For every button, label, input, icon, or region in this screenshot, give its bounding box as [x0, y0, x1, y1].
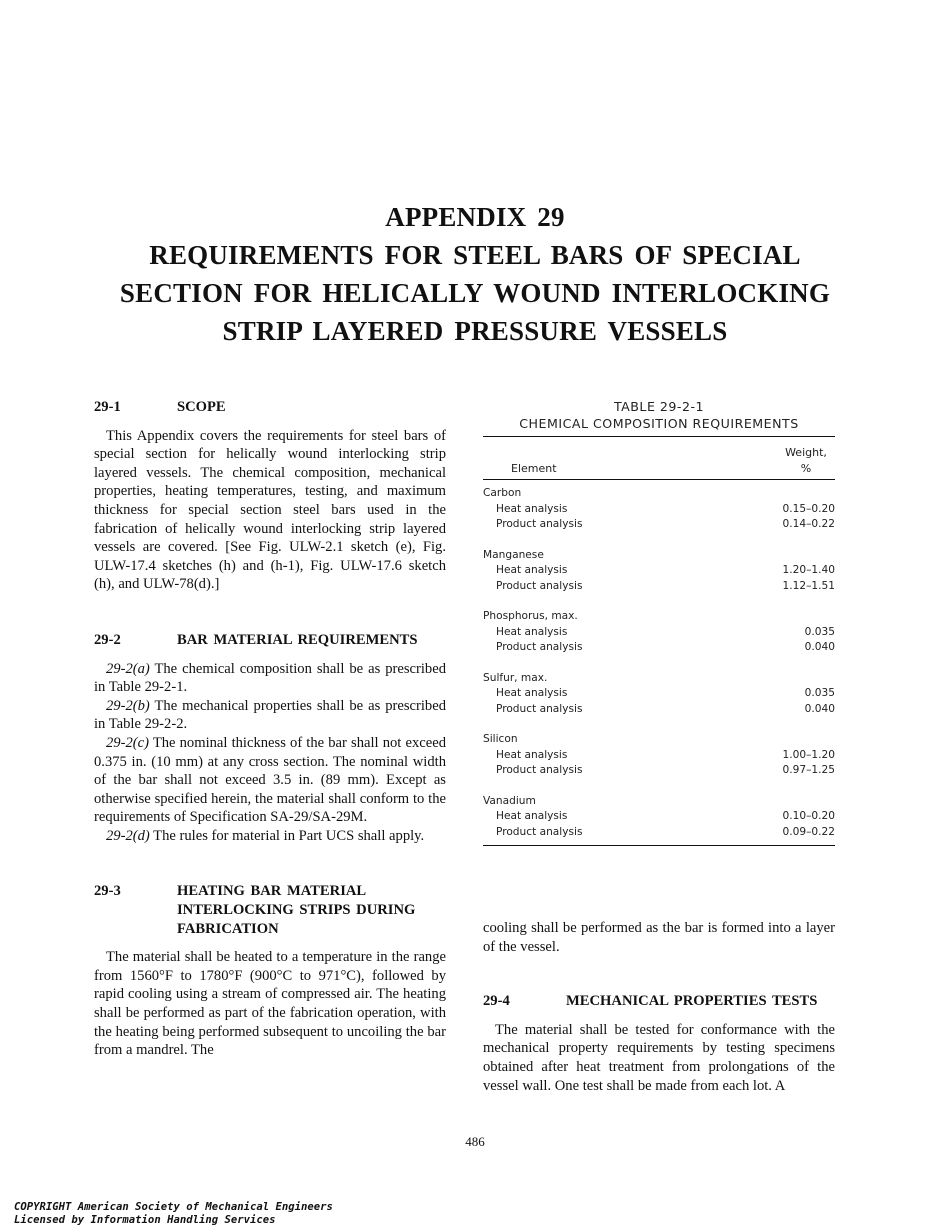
section-number: 29-3 [94, 883, 121, 900]
table-row [483, 609, 835, 625]
element-name: Phosphorus, max. [483, 610, 578, 622]
row-label: Heat analysis [496, 748, 568, 761]
table-row [483, 732, 835, 748]
row-label: Product analysis [496, 702, 583, 715]
paragraph-label: 29-2(c) [106, 734, 149, 751]
row-value: 0.035 [804, 625, 835, 638]
row-value: 0.15–0.20 [782, 502, 835, 515]
table-row [483, 671, 835, 687]
paragraph-label: 29-2(b) [106, 697, 150, 714]
paragraph-label: 29-2(a) [106, 660, 150, 677]
section-29-4-heading [483, 992, 835, 1011]
table-row [483, 517, 835, 533]
table-row [483, 486, 835, 502]
section-number: 29-4 [483, 993, 510, 1010]
weight-header-line-1: Weight, [785, 446, 827, 459]
row-value: 0.035 [804, 687, 835, 699]
footer-line-2: Licensed by Information Handling Services [14, 1213, 276, 1226]
element-name: Vanadium [483, 794, 536, 807]
section-29-3-continuation: cooling shall be performed as the bar is formed into a layer of the vessel. [483, 920, 835, 955]
element-name: Carbon [483, 487, 522, 499]
table-caption-number: TABLE 29-2-1 [613, 399, 705, 414]
section-29-3-heading [94, 882, 446, 938]
section-29-2-heading [94, 631, 446, 650]
row-label: Heat analysis [496, 502, 568, 515]
row-value: 0.09–0.22 [782, 825, 835, 838]
element-name: Sulfur, max. [483, 671, 548, 684]
row-value: 0.040 [804, 702, 835, 715]
appendix-title [60, 198, 890, 350]
row-label: Product analysis [496, 825, 583, 838]
paragraph-label: 29-2(d) [106, 827, 150, 844]
title-line-1: APPENDIX 29 [385, 202, 565, 232]
row-label: Heat analysis [496, 810, 568, 822]
right-column [483, 398, 835, 846]
table-group-carbon [483, 486, 835, 533]
table-group-manganese [483, 548, 835, 595]
weight-header-line-2: % [800, 462, 812, 475]
row-label: Heat analysis [496, 625, 568, 638]
paragraph-text: The rules for material in Part UCS shall apply. [149, 827, 425, 844]
table-group-silicon [483, 732, 835, 779]
element-name: Silicon [483, 733, 518, 745]
paragraph-text: The mechanical properties shall be as prescribed in Table 29-2-2. [94, 697, 446, 733]
row-label: Heat analysis [496, 564, 568, 576]
section-29-3-text: The material shall be heated to a temperature in the range from 1560°F to 1780°F (900°C to 971°C), followed by rapid cooling using a stream of compressed air. The heating shall be performed as part of the fabrication operation, with the heating being performed subsequent to uncoiling the bar from a mandrel. The [94, 949, 446, 1059]
title-line-2: REQUIREMENTS FOR STEEL BARS OF SPECIAL [149, 240, 801, 270]
title-line-4: STRIP LAYERED PRESSURE VESSELS [222, 316, 728, 346]
row-label: Product analysis [496, 518, 583, 530]
table-group-vanadium [483, 794, 835, 841]
section-number: 29-2 [94, 631, 121, 648]
table-row [483, 702, 835, 718]
row-label: Heat analysis [496, 687, 568, 699]
table-row [483, 686, 835, 702]
table-row [483, 625, 835, 641]
page-number: 486 [465, 1134, 485, 1149]
row-value: 0.14–0.22 [782, 518, 835, 530]
table-header [483, 437, 835, 480]
row-label: Product analysis [496, 764, 583, 776]
paragraph-29-2b [94, 697, 446, 734]
copyright-footer [14, 1201, 333, 1226]
column-header-weight [777, 445, 835, 477]
section-title: HEATING BAR MATERIAL INTERLOCKING STRIPS DURING FABRICATION [177, 883, 416, 937]
section-29-4-text: The material shall be tested for conformance with the mechanical property requirements by testing specimens obtained after heat treatment from prolongations of the vessel wall. One test shall be made from each lot. A [483, 1021, 835, 1094]
paragraph-text: The chemical composition shall be as prescribed in Table 29-2-1. [94, 660, 446, 696]
table-caption-title: CHEMICAL COMPOSITION REQUIREMENTS [519, 416, 799, 431]
row-value: 0.040 [804, 641, 835, 653]
section-title: BAR MATERIAL REQUIREMENTS [177, 631, 418, 648]
element-name: Manganese [483, 548, 544, 561]
footer-line-1: COPYRIGHT American Society of Mechanical Engineers [14, 1201, 333, 1213]
row-value: 1.12–1.51 [782, 579, 835, 592]
table-body [483, 480, 835, 846]
left-column [94, 398, 446, 1060]
section-29-1-text: This Appendix covers the requirements for steel bars of special section for helically wound interlocking strip layered vessels. The chemical composition, mechanical properties, heating temperatures, testing, and maximum thickness for special section steel bars used in the fabrication of helically wound interlocking strip layered vessels are covered. [See Fig. ULW-2.1 sketch (e), Fig. ULW-17.4 sketches (h) and (h-1), Fig. ULW-17.6 sketch (h), and ULW-78(d).] [94, 427, 446, 593]
table-group-phosphorus [483, 609, 835, 656]
row-value: 0.97–1.25 [782, 764, 835, 776]
paragraph-text: The nominal thickness of the bar shall not exceed 0.375 in. (10 mm) at any cross section. The nominal width of the bar shall not exceed 3.5 in. (89 mm). Except as otherwise specified herein, the material shall conform to the requirements of Specification SA-29/SA-29M. [94, 734, 446, 826]
row-label: Product analysis [496, 641, 583, 653]
table-row [483, 794, 835, 810]
row-value: 1.00–1.20 [782, 748, 835, 761]
table-row [483, 548, 835, 564]
table-row [483, 825, 835, 841]
paragraph-29-2a [94, 660, 446, 697]
column-header-element: Element [511, 462, 557, 475]
table-row [483, 763, 835, 779]
section-number: 29-1 [94, 399, 121, 415]
title-line-3: SECTION FOR HELICALLY WOUND INTERLOCKING [119, 278, 831, 308]
row-value: 0.10–0.20 [782, 810, 835, 822]
table-row [483, 748, 835, 764]
table-row [483, 640, 835, 656]
table-row [483, 563, 835, 579]
section-title: MECHANICAL PROPERTIES TESTS [566, 993, 818, 1010]
section-29-1-heading [94, 398, 446, 417]
table-row [483, 579, 835, 595]
paragraph-29-2c [94, 734, 446, 827]
right-column-text [483, 919, 835, 1095]
chemical-composition-table [483, 398, 835, 846]
table-row [483, 809, 835, 825]
table-group-sulfur [483, 671, 835, 718]
row-label: Product analysis [496, 579, 583, 592]
table-row [483, 502, 835, 518]
paragraph-29-2d [94, 827, 446, 846]
section-title: SCOPE [177, 399, 226, 415]
row-value: 1.20–1.40 [782, 564, 835, 576]
